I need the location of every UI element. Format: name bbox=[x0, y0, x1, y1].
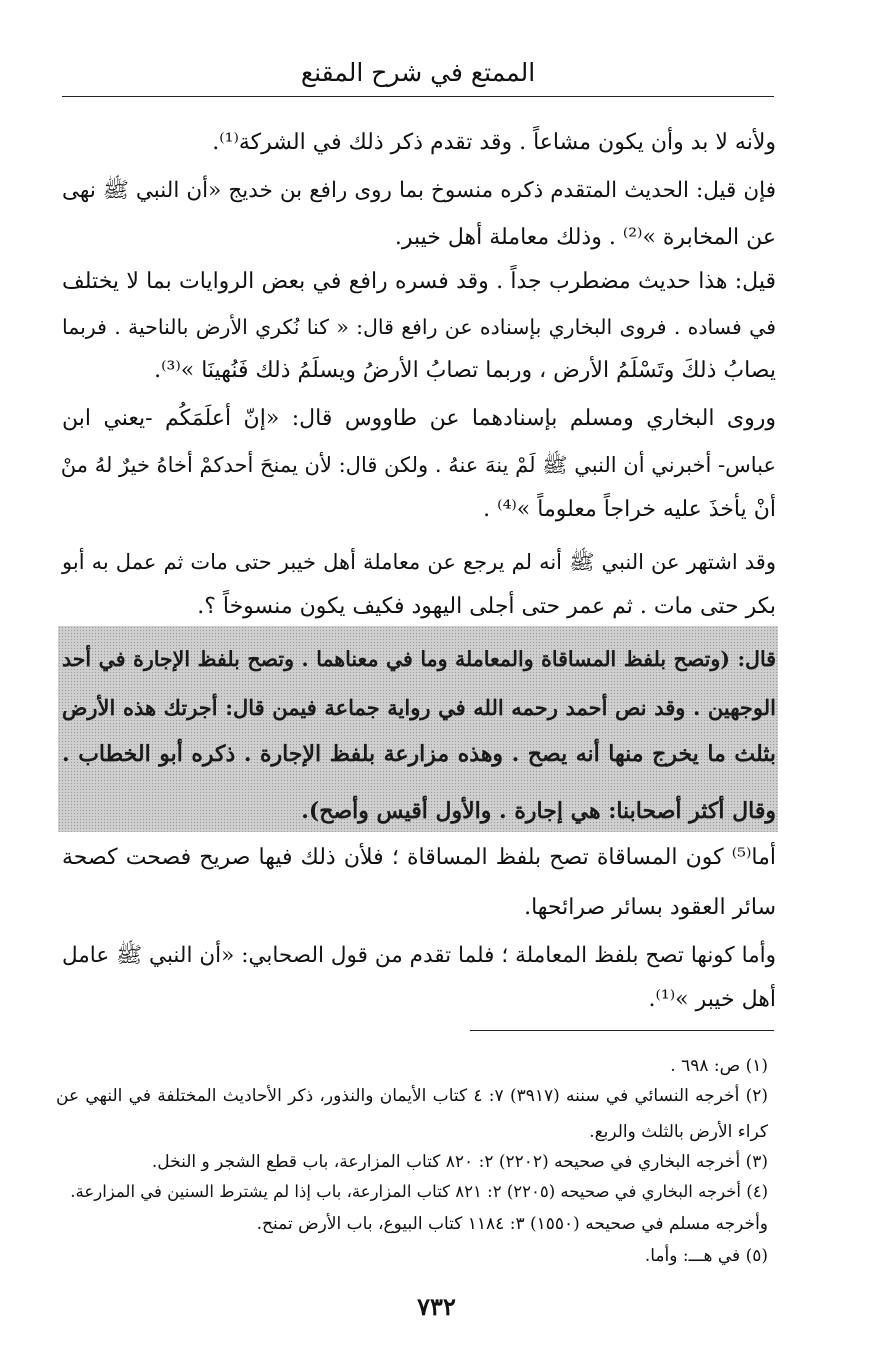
footnote: (١) ص: ٦٩٨ . bbox=[670, 1056, 768, 1076]
body-line: وروى البخاري ومسلم بإسنادهما عن طاووس قال: «إنّ أعلَمَكُم -يعني ابن bbox=[62, 406, 776, 431]
body-line: في فساده . فروى البخاري بإسناده عن رافع قال: « كنا نُكري الأرض بالناحية . فربما bbox=[62, 315, 776, 339]
body-line: فإن قيل: الحديث المتقدم ذكره منسوخ بما روى رافع بن خديج «أن النبي ﷺ نهى bbox=[62, 178, 776, 203]
commentary-line: وأما كونها تصح بلفظ المعاملة ؛ فلما تقدم من قول الصحابي: «أن النبي ﷺ عامل bbox=[62, 943, 776, 968]
footnote: (٣) أخرجه البخاري في صحيحه (٢٢٠٢) ٢: ٨٢٠ كتاب المزارعة، باب قطع الشجر و النخل. bbox=[151, 1152, 768, 1172]
footnote: (٢) أخرجه النسائي في سننه (٣٩١٧) ٧: ٤ كتاب الأيمان والنذور، ذكر الأحاديث المختلفة في النهي عن bbox=[56, 1086, 768, 1106]
running-header: الممتع في شرح المقنع bbox=[300, 58, 536, 87]
footnote: (٤) أخرجه البخاري في صحيحه (٢٢٠٥) ٢: ٨٢١ كتاب المزارعة، باب إذا لم يشترط السنين في المزارعة. bbox=[70, 1182, 768, 1201]
page-number: ٧٣٢ bbox=[417, 1292, 456, 1321]
commentary-line: أما⁽⁵⁾ كون المساقاة تصح بلفظ المساقاة ؛ فلأن ذلك فيها صريح فصحت كصحة bbox=[62, 845, 776, 870]
footnote: (٥) في هـــ: وأما. bbox=[644, 1246, 768, 1266]
body-line: بكر حتى مات . ثم عمر حتى أجلى اليهود فكيف يكون منسوخاً ؟. bbox=[197, 594, 776, 619]
body-line: ولأنه لا بد وأن يكون مشاعاً . وقد تقدم ذكر ذلك في الشركة⁽¹⁾. bbox=[212, 130, 776, 155]
header-rule bbox=[62, 96, 774, 97]
matn-line: الوجهين . وقد نص أحمد رحمه الله في رواية جماعة فيمن قال: أجرتك هذه الأرض bbox=[62, 695, 776, 720]
footnote: كراء الأرض بالثلث والربع. bbox=[589, 1122, 768, 1142]
matn-line: وقال أكثر أصحابنا: هي إجارة . والأول أقيس وأصح). bbox=[301, 798, 776, 824]
commentary-line: أهل خيبر »⁽¹⁾. bbox=[648, 987, 776, 1012]
matn-line: بثلث ما يخرج منها أنه يصح . وهذه مزارعة بلفظ الإجارة . ذكره أبو الخطاب . bbox=[62, 741, 776, 767]
body-line: قيل: هذا حديث مضطرب جداً . وقد فسره رافع في بعض الروايات بما لا يختلف bbox=[62, 269, 776, 294]
matn-line: قال: (وتصح بلفظ المساقاة والمعاملة وما في معناهما . وتصح بلفظ الإجارة في أحد bbox=[62, 647, 776, 671]
body-line: يصابُ ذلكَ وتَسْلَمُ الأرض ، وربما تصابُ الأرضُ ويسلَمُ ذلك فَنُهينَا »⁽³⁾. bbox=[154, 358, 776, 383]
footnote-separator bbox=[470, 1030, 774, 1031]
body-line: عباس- أخبرني أن النبي ﷺ لَمْ ينهَ عنهُ . ولكن قال: لأن يمنحَ أحدكمْ أخاهُ خيرٌ لهُ منْ bbox=[60, 453, 776, 477]
footnote: وأخرجه مسلم في صحيحه (١٥٥٠) ٣: ١١٨٤ كتاب البيوع، باب الأرض تمنح. bbox=[256, 1214, 768, 1234]
body-line: عن المخابرة »⁽²⁾ . وذلك معاملة أهل خيبر. bbox=[394, 225, 776, 250]
body-line: أنْ يأخذَ عليه خراجاً معلوماً »⁽⁴⁾ . bbox=[483, 497, 776, 522]
commentary-line: سائر العقود بسائر صرائحها. bbox=[524, 895, 776, 920]
body-line: وقد اشتهر عن النبي ﷺ أنه لم يرجع عن معاملة أهل خيبر حتى مات ثم عمل به أبو bbox=[62, 550, 776, 574]
